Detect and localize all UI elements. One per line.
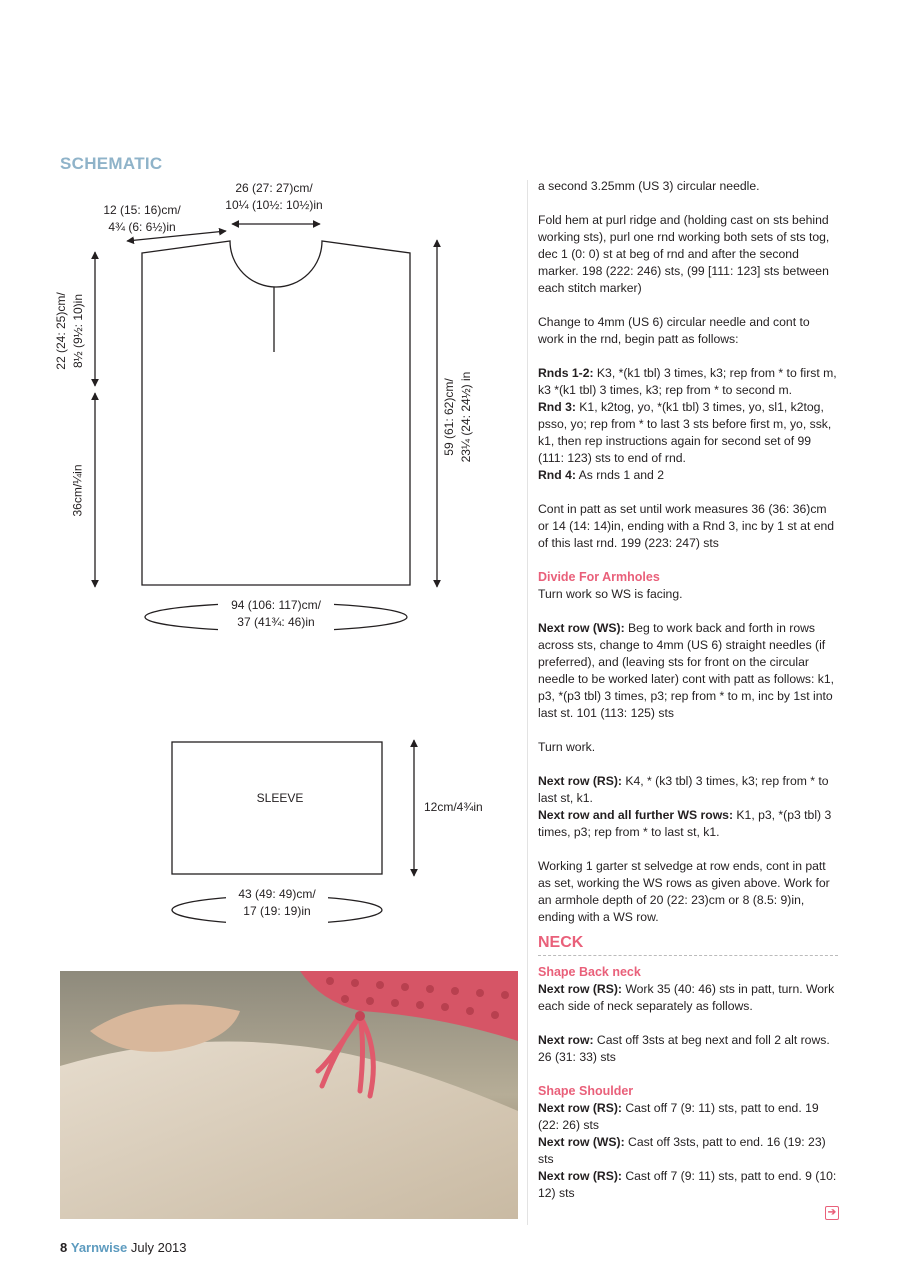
column-divider bbox=[527, 180, 528, 1225]
body-outline bbox=[142, 241, 410, 585]
neck-width-label: 26 (27: 27)cm/ 10¼ (10½: 10½)in bbox=[225, 181, 323, 212]
para-change-needle: Change to 4mm (US 6) circular needle and cont to work in the rnd, begin patt as follows: bbox=[538, 315, 810, 346]
magazine-brand: Yarnwise bbox=[70, 1240, 128, 1255]
instructions-column bbox=[538, 178, 838, 1202]
para-cont-patt: Cont in patt as set until work measures 36 (36: 36)cm or 14 (14: 14)in, ending with a Rnd 3, inc by 1 st at end of this last rnd. 199 (223: 247) sts bbox=[538, 502, 835, 550]
total-length-label: 59 (61: 62)cm/ 23¼ (24: 24½) in bbox=[442, 371, 473, 463]
shoulder-row-3: Next row (RS): Cast off 7 (9: 11) sts, patt to end. 9 (10: 12) sts bbox=[538, 1169, 837, 1200]
arrow-right-box-icon[interactable]: ➔ bbox=[825, 1206, 839, 1220]
para-turn-work: Turn work. bbox=[538, 740, 596, 754]
cast-off-row: Next row: Cast off 3sts at beg next and foll 2 alt rows. 26 (31: 33) sts bbox=[538, 1033, 830, 1064]
sleeve-outline bbox=[172, 742, 382, 874]
shoulder-row-2: Next row (WS): Cast off 3sts, patt to end. 16 (19: 23) sts bbox=[538, 1135, 826, 1166]
shape-shoulder-heading: Shape Shoulder bbox=[538, 1084, 634, 1098]
page-number: 8 bbox=[60, 1240, 68, 1255]
back-neck-row: Next row (RS): Work 35 (40: 46) sts in patt, turn. Work each side of neck separately as follows. bbox=[538, 982, 835, 1013]
sleeve-height-label: 12cm/4¾in bbox=[424, 800, 483, 814]
para-turn-ws: Turn work so WS is facing. bbox=[538, 587, 683, 601]
page-footer bbox=[60, 1240, 187, 1255]
next-row-ws: Next row (WS): Beg to work back and forth in rows across sts, change to 4mm (US 6) straight needles (if preferred), and (leaving sts for front on the circular needle to be worked later) cont with patt as follows: k1, p3, *(p3 tbl) 3 times, p3; rep from * to m, inc by 1st into last st. 101 (113: 125) sts bbox=[538, 621, 835, 720]
rnd-4: Rnd 4: As rnds 1 and 2 bbox=[538, 468, 665, 482]
rnd-3: Rnd 3: K1, k2tog, yo, *(k1 tbl) 3 times, yo, sl1, k2tog, psso, yo; rep from * to last 3 sts before first m, yo, ssk, k1, then rep instructions again for second set of 99 (111: 123) sts to end of rnd. bbox=[538, 400, 832, 465]
hem-label: 94 (106: 117)cm/ 37 (41¾: 46)in bbox=[231, 598, 321, 629]
rnd-1-2: Rnds 1-2: K3, *(k1 tbl) 3 times, k3; rep from * to first m, k3 *(k1 tbl) 3 times, k3; rep from * to second m. bbox=[538, 366, 837, 397]
sleeve-label: SLEEVE bbox=[256, 791, 304, 805]
next-row-rs: Next row (RS): K4, * (k3 tbl) 3 times, k3; rep from * to last st, k1. bbox=[538, 774, 829, 805]
para-garter-selvedge: Working 1 garter st selvedge at row ends, cont in patt as set, working the WS rows as given above. Work for an armhole depth of 20 (22: 23)cm or 8 (8.5: 9)in, ending with a WS row. bbox=[538, 859, 830, 924]
garment-photo bbox=[60, 971, 518, 1219]
divide-armholes-heading: Divide For Armholes bbox=[538, 570, 660, 584]
armhole-label: 22 (24: 25)cm/ 8½ (9½: 10)in bbox=[54, 292, 85, 370]
sleeve-hem-label: 43 (49: 49)cm/ 17 (19: 19)in bbox=[238, 887, 316, 918]
shape-back-neck-heading: Shape Back neck bbox=[538, 965, 641, 979]
schematic-heading: SCHEMATIC bbox=[60, 154, 163, 173]
lower-body-label: 36cm/¼in bbox=[70, 464, 85, 517]
shoulder-row-1: Next row (RS): Cast off 7 (9: 11) sts, patt to end. 19 (22: 26) sts bbox=[538, 1101, 819, 1132]
all-ws-rows: Next row and all further WS rows: K1, p3, *(p3 tbl) 3 times, p3; rep from * to last st, k1. bbox=[538, 808, 832, 839]
para-second-needle: a second 3.25mm (US 3) circular needle. bbox=[538, 179, 760, 193]
neck-heading: NECK bbox=[538, 934, 838, 956]
issue-date: July 2013 bbox=[130, 1240, 187, 1255]
para-fold-hem: Fold hem at purl ridge and (holding cast on sts behind working sts), purl one rnd working both sets of sts tog, dec 1 (0: 0) st at beg of rnd and after the second marker. 198 (222: 246) sts, (99 [111: 123] sts between each stitch marker) bbox=[538, 213, 830, 295]
shoulder-label: 12 (15: 16)cm/ 4¾ (6: 6½)in bbox=[103, 203, 181, 234]
